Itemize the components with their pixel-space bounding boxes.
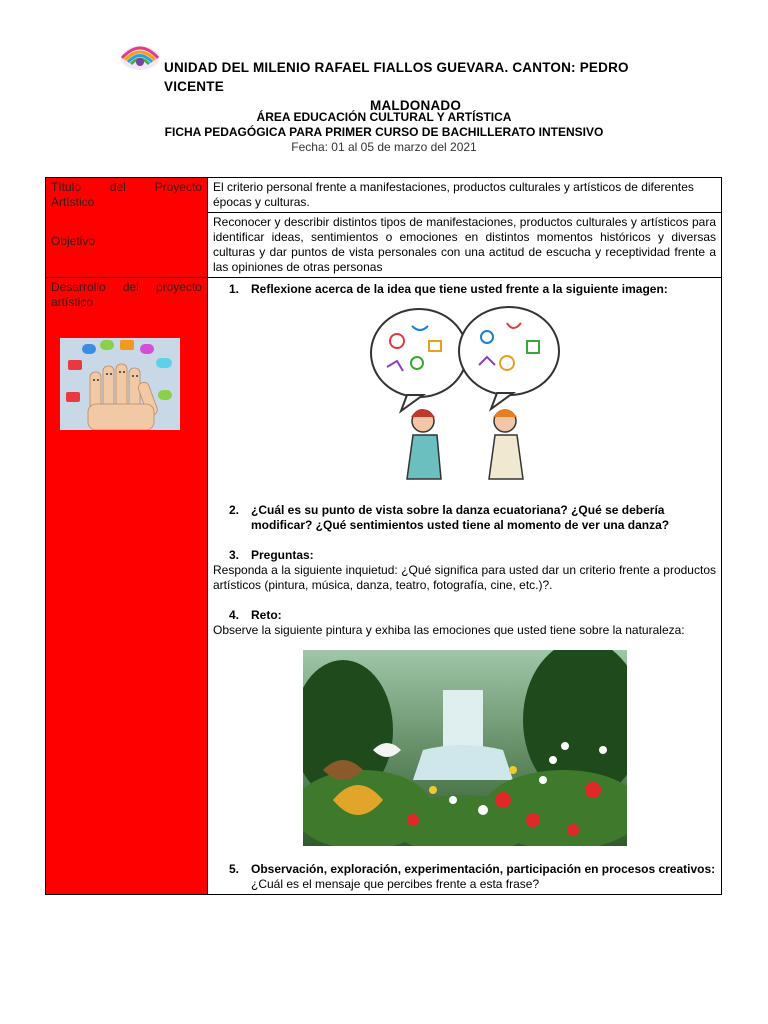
row-desarrollo: [46, 278, 722, 895]
objetivo-label: Objetivo: [51, 234, 96, 248]
titulo-label: Título del Proyecto: [51, 180, 202, 194]
area-title: ÁREA EDUCACIÓN CULTURAL Y ARTÍSTICA: [256, 110, 512, 124]
two-people-thinking-image: [367, 301, 563, 493]
ficha-title: FICHA PEDAGÓGICA PARA PRIMER CURSO DE BACHILLERATO INTENSIVO: [164, 125, 604, 139]
school-name: [164, 58, 684, 115]
titulo-value: El criterio personal frente a manifestaciones, productos culturales y artísticos de diferentes épocas y culturas.: [208, 180, 721, 213]
titulo-label-line2: Artístico: [51, 195, 95, 209]
school-name-line2: MALDONADO: [370, 98, 462, 113]
item-4-body: Observe la siguiente pintura y exhiba las emociones que usted tiene sobre la naturaleza:: [213, 623, 685, 637]
item-5-title: Observación, exploración, experimentación, participación en procesos creativos:: [251, 862, 716, 876]
item-4: 4. Reto:: [229, 608, 282, 622]
item-2: 2. ¿Cuál es su punto de vista sobre la danza ecuatoriana? ¿Qué se debería modificar? ¿Qué sentimientos usted tiene al momento de ver una danza?: [229, 503, 670, 532]
nature-painting-image: [303, 650, 627, 846]
item-5-tail: ¿Cuál es el mensaje que percibes frente a esta frase?: [251, 877, 540, 891]
area-block: [0, 110, 768, 155]
school-name-line1: UNIDAD DEL MILENIO RAFAEL FIALLOS GUEVARA. CANTON: PEDRO VICENTE: [164, 60, 629, 94]
item-1: 1. Reflexione acerca de la idea que tiene usted frente a la siguiente imagen:: [229, 282, 668, 296]
row-titulo: [46, 178, 722, 278]
desarrollo-label-cell: [46, 278, 208, 895]
titulo-value-cell: [208, 178, 722, 278]
fecha-text: Fecha: 01 al 05 de marzo del 2021: [291, 140, 477, 154]
objetivo-value: Reconocer y describir distintos tipos de manifestaciones, productos culturales y artísticos para identificar ideas, sentimientos o emociones en distintos momentos históricos y diversas culturas y dar puntos de vista personales con una actitud de escucha y receptividad frente a las opiniones de otras personas: [213, 215, 716, 274]
desarrollo-label: Desarrollo del proyecto: [51, 280, 202, 294]
desarrollo-label-line2: artístico: [51, 295, 94, 309]
item-3-body: Responda a la siguiente inquietud: ¿Qué significa para usted dar un criterio frente a productos artísticos (pintura, música, danza, teatro, fotografía, cine, etc.)?.: [213, 563, 716, 592]
school-logo-icon: [120, 44, 160, 72]
desarrollo-content-cell: [208, 278, 722, 895]
finger-puppets-speech-image: [60, 338, 180, 430]
item-5: 5. Observación, exploración, experimentación, participación en procesos creativos: ¿Cuál es el mensaje que percibes frente a esta frase?: [229, 862, 716, 891]
ficha-table: [45, 177, 722, 895]
titulo-label-cell: [46, 178, 208, 278]
item-3: 3. Preguntas:: [229, 548, 314, 562]
